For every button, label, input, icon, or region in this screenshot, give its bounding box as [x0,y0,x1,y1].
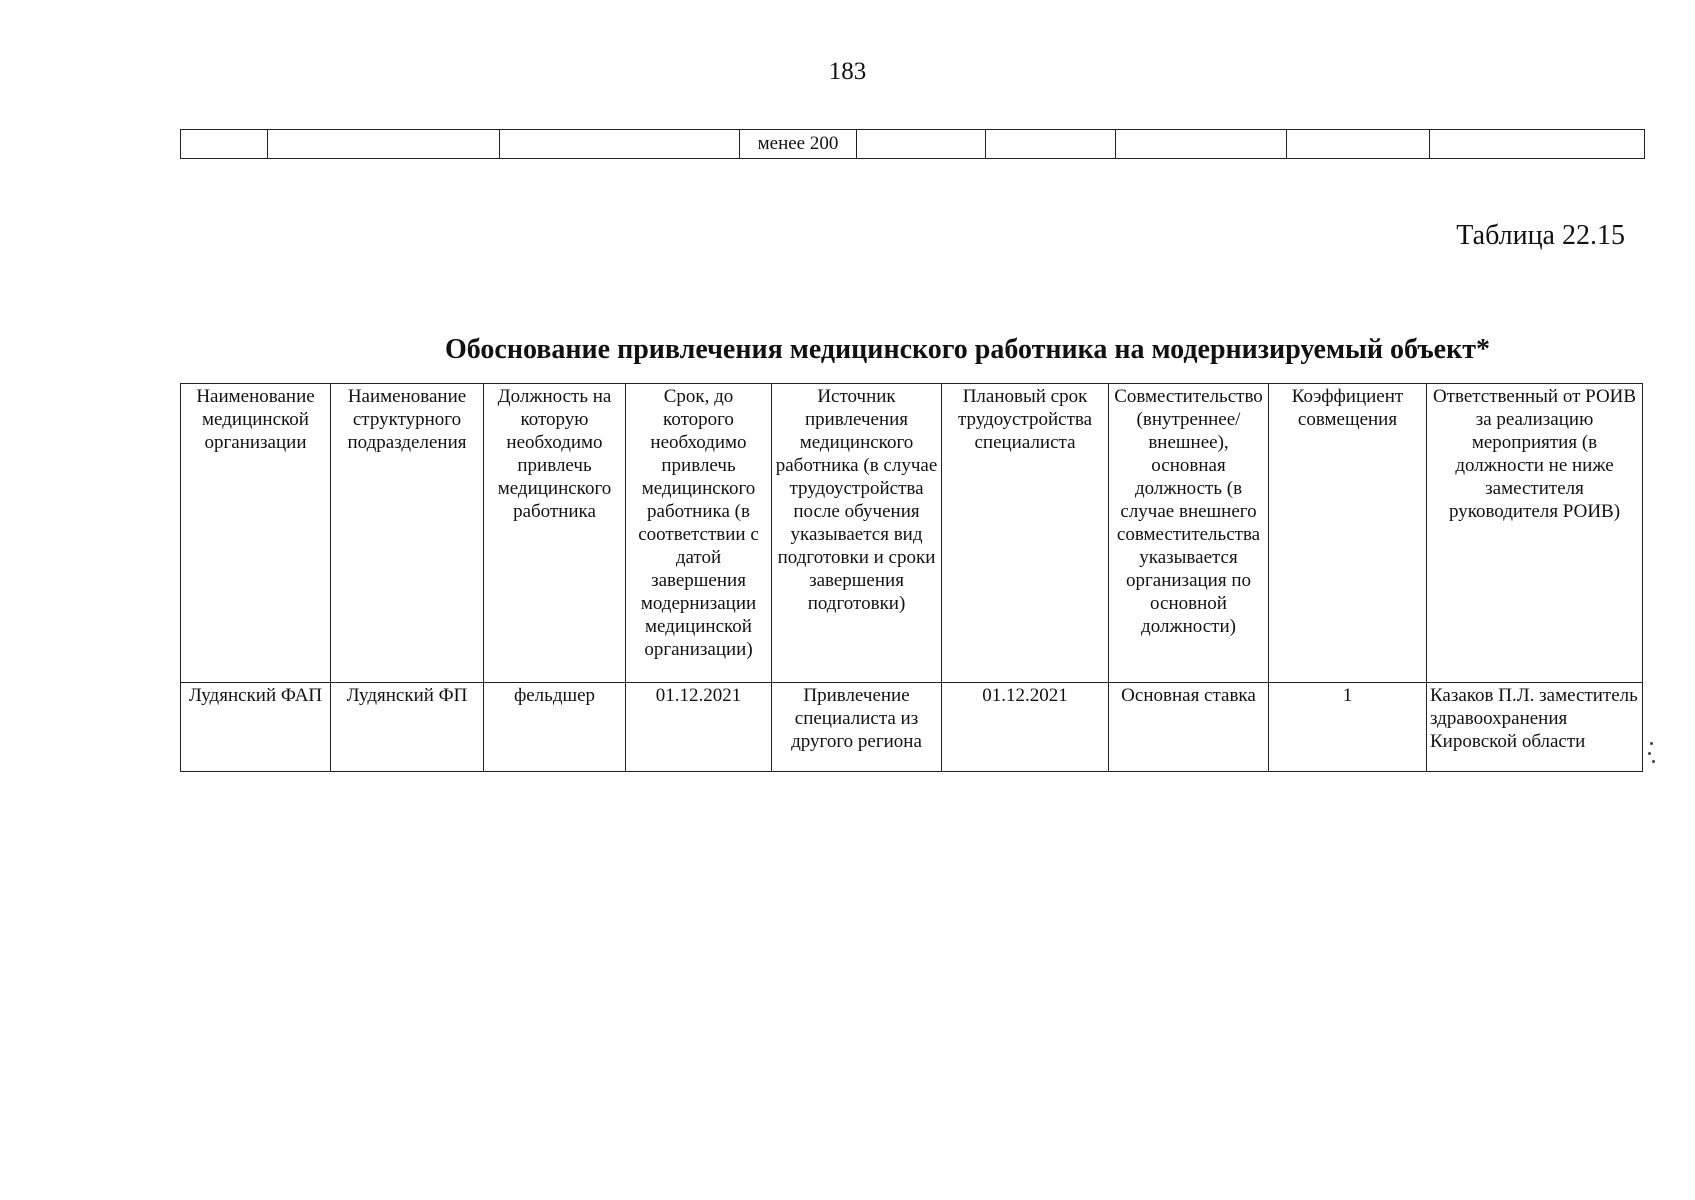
scan-speck [1650,742,1653,745]
header-source: Источник привлечения медицинского работника (в случае трудоустройства после обучения указывается вид подготовки и сроки завершения подготовки) [772,384,942,683]
header-deadline: Срок, до которого необходимо привлечь медицинского работника (в соответствии с датой завершения модернизации медицинской организации) [626,384,772,683]
table-cell [1116,130,1287,159]
continued-table-row [180,129,1645,159]
cell-organization: Лудянский ФАП [181,683,331,772]
cell-coefficient: 1 [1269,683,1427,772]
header-organization: Наименование медицинской организации [181,384,331,683]
header-position: Должность на которую необходимо привлечь медицинского работника [484,384,626,683]
table-row [181,683,1643,772]
header-combination: Совместительство (внутреннее/внешнее), основная должность (в случае внешнего совместительства указывается организация по основной должности) [1109,384,1269,683]
table-cell [1430,130,1645,159]
table-cell [181,130,268,159]
table-cell: менее 200 [740,130,857,159]
table-cell [857,130,986,159]
header-coefficient: Коэффициент совмещения [1269,384,1427,683]
header-department: Наименование структурного подразделения [331,384,484,683]
table-cell [986,130,1116,159]
scan-speck [1648,752,1651,755]
table-cell [500,130,740,159]
header-row [181,384,1643,683]
document-title: Обоснование привлечения медицинского работника на модернизируемый объект* [445,334,1490,365]
cell-responsible: Казаков П.Л. заместитель здравоохранения Кировской области [1427,683,1643,772]
cell-combination: Основная ставка [1109,683,1269,772]
cell-planned-date: 01.12.2021 [942,683,1109,772]
table-label: Таблица 22.15 [1456,220,1625,251]
header-responsible: Ответственный от РОИВ за реализацию мероприятия (в должности не ниже заместителя руководителя РОИВ) [1427,384,1643,683]
scan-speck [1652,760,1655,763]
table-cell [268,130,500,159]
cell-deadline: 01.12.2021 [626,683,772,772]
cell-department: Лудянский ФП [331,683,484,772]
page-number: 183 [828,58,867,85]
cell-position: фельдшер [484,683,626,772]
justification-table [180,383,1643,772]
cell-source: Привлечение специалиста из другого региона [772,683,942,772]
header-planned-date: Плановый срок трудоустройства специалиста [942,384,1109,683]
table-cell [1287,130,1430,159]
